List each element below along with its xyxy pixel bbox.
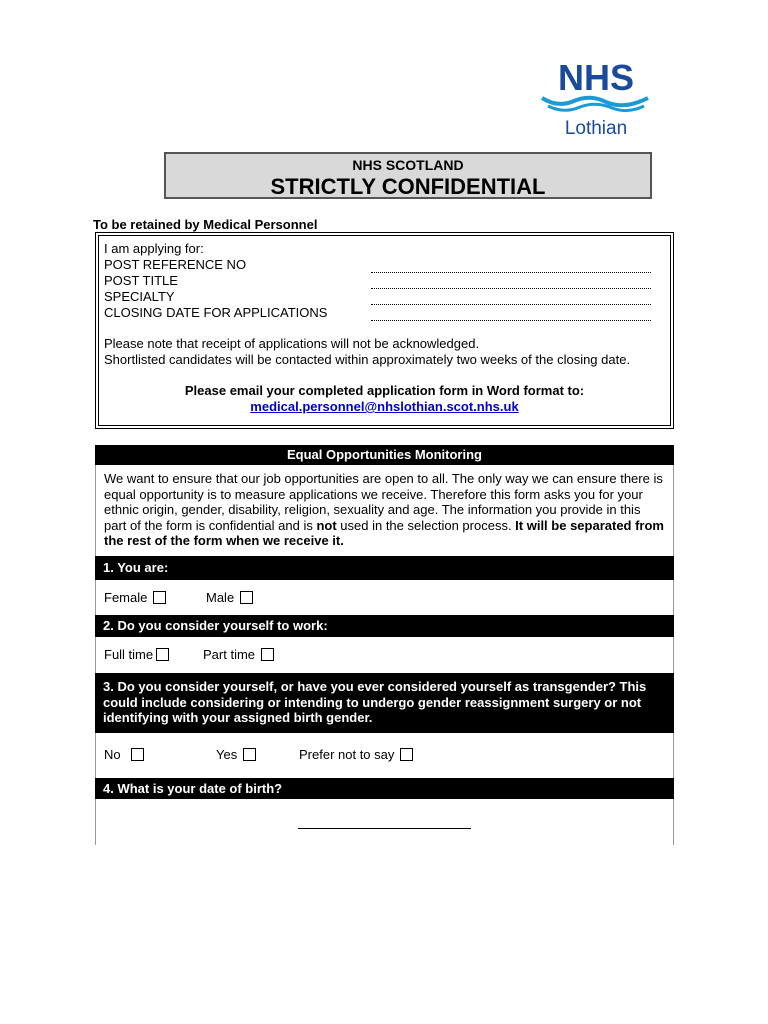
specialty-line[interactable] bbox=[371, 304, 651, 305]
intro-part-b: used in the selection process. bbox=[336, 517, 516, 533]
confidential-header bbox=[164, 152, 652, 199]
nhs-logo-icon bbox=[538, 54, 654, 142]
part-time-checkbox[interactable] bbox=[261, 648, 274, 661]
page-title: STRICTLY CONFIDENTIAL bbox=[270, 174, 546, 199]
option-full-time-label: Full time bbox=[104, 647, 154, 662]
question-2-label: 2. Do you consider yourself to work: bbox=[103, 618, 328, 633]
question-3-header bbox=[95, 673, 674, 733]
intro-not: not bbox=[316, 517, 337, 533]
option-no-label: No bbox=[104, 747, 121, 762]
field-specialty: SPECIALTY bbox=[104, 289, 175, 304]
acknowledgement-note bbox=[104, 336, 659, 367]
email-link[interactable]: medical.personnel@nhslothian.scot.nhs.uk bbox=[250, 399, 519, 414]
post-title-line[interactable] bbox=[371, 288, 651, 289]
question-1-header bbox=[95, 556, 674, 580]
option-prefer-not bbox=[299, 747, 413, 763]
logo-region: Lothian bbox=[564, 118, 628, 139]
closing-date-line[interactable] bbox=[371, 320, 651, 321]
option-part-time-label: Part time bbox=[203, 647, 256, 662]
female-checkbox[interactable] bbox=[153, 591, 166, 604]
option-female-label: Female bbox=[104, 590, 148, 605]
field-closing-date: CLOSING DATE FOR APPLICATIONS bbox=[104, 305, 328, 320]
question-3-label: 3. Do you consider yourself, or have you ever considered yourself as transgender? This could include considering or intending to undergo gender reassignment surgery or not identifying with your assigned birth gender. bbox=[103, 679, 647, 725]
note-shortlist: Shortlisted candidates will be contacted within approximately two weeks of the closing date. bbox=[104, 351, 631, 367]
option-yes bbox=[216, 747, 256, 763]
option-full-time bbox=[104, 647, 169, 663]
logo-brand: NHS bbox=[557, 57, 635, 98]
application-details-box bbox=[95, 232, 674, 429]
note-receipt: Please note that receipt of applications will not be acknowledged. bbox=[104, 336, 480, 351]
full-time-checkbox[interactable] bbox=[156, 648, 169, 661]
intro-part-a: We want to ensure that our job opportunities are open to all. The only way we can ensure there is equal opportunity is to measure applications we receive. Therefore this form asks you for your ethnic origin, gender, disability, religion, sexuality and age. The information you provide in this part of the form is confidential and is bbox=[104, 471, 663, 533]
male-checkbox[interactable] bbox=[240, 591, 253, 604]
prefer-not-checkbox[interactable] bbox=[400, 748, 413, 761]
equal-opps-intro bbox=[104, 471, 664, 549]
option-male bbox=[206, 590, 253, 606]
section-heading-text: Equal Opportunities Monitoring bbox=[287, 447, 482, 462]
question-4-label: 4. What is your date of birth? bbox=[103, 781, 283, 796]
org-name: NHS SCOTLAND bbox=[352, 157, 464, 173]
equal-opportunities-section bbox=[95, 445, 674, 845]
option-female bbox=[104, 590, 166, 606]
retained-note: To be retained by Medical Personnel bbox=[93, 217, 318, 232]
option-no bbox=[104, 747, 144, 763]
intro-bold: It will be separated from the rest of the form when we receive it. bbox=[104, 517, 664, 548]
post-reference-line[interactable] bbox=[371, 272, 651, 273]
question-2-header bbox=[95, 615, 674, 637]
question-1-label: 1. You are: bbox=[103, 560, 169, 575]
applying-intro: I am applying for: bbox=[104, 241, 204, 256]
question-4-header bbox=[95, 778, 674, 799]
email-instruction: Please email your completed application form in Word format to: bbox=[184, 383, 585, 398]
option-part-time bbox=[203, 647, 274, 663]
date-of-birth-field[interactable] bbox=[298, 828, 471, 829]
no-checkbox[interactable] bbox=[131, 748, 144, 761]
section-heading bbox=[95, 445, 674, 465]
yes-checkbox[interactable] bbox=[243, 748, 256, 761]
option-yes-label: Yes bbox=[216, 747, 238, 762]
field-post-title: POST TITLE bbox=[104, 273, 178, 288]
field-post-reference: POST REFERENCE NO bbox=[104, 257, 247, 272]
option-male-label: Male bbox=[206, 590, 235, 605]
nhs-lothian-logo bbox=[538, 54, 654, 142]
option-prefer-not-label: Prefer not to say bbox=[299, 747, 395, 762]
